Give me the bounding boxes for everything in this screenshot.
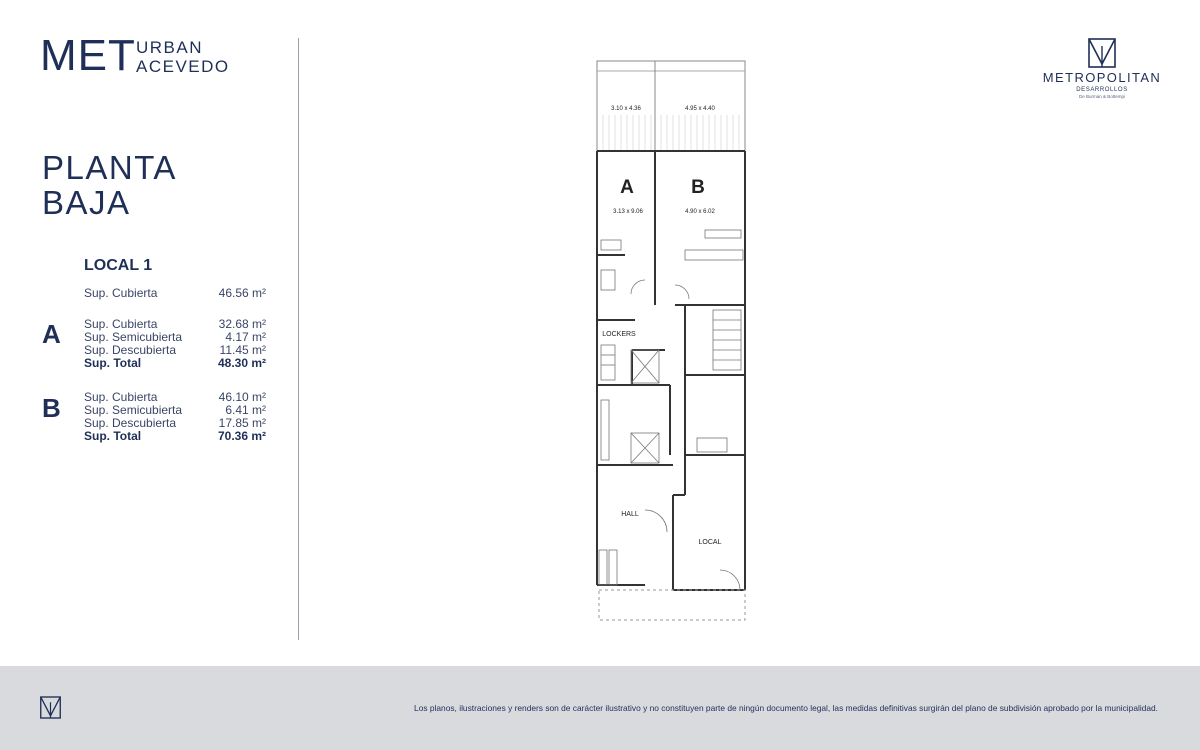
footer-disclaimer: Los planos, ilustraciones y renders son de carácter ilustrativo y no constituyen parte de ningún documento legal, las medidas definitivas surgirán del plano de subdivisión aprobado por la municipalidad. [414, 703, 1158, 713]
logo-sub: DESARROLLOS [1076, 87, 1128, 93]
vertical-divider [298, 38, 299, 640]
floor-plan [585, 55, 755, 625]
metropolitan-logo [1040, 38, 1164, 99]
lockers-label: LOCKERS [602, 331, 636, 338]
brand-subtitle [136, 38, 230, 76]
patio-b-dim: 4.95 x 4.40 [685, 106, 715, 112]
metropolitan-monogram-icon [40, 696, 61, 719]
unit-a-letter: A [42, 319, 61, 349]
metropolitan-monogram-icon [1088, 38, 1116, 68]
row-value: 70.36 m² [217, 429, 266, 443]
row-value: 32.68 m² [218, 317, 266, 331]
brand-main: MET [40, 31, 136, 80]
row-label: Sup. Cubierta [84, 317, 158, 331]
local-title: LOCAL 1 [84, 257, 153, 274]
row-label: Sup. Descubierta [84, 416, 177, 430]
unit-b-letter: B [42, 393, 61, 423]
patio-a-dim: 3.10 x 4.36 [611, 106, 641, 112]
unit-a-label: A [620, 177, 634, 198]
row-label: Sup. Semicubierta [84, 330, 183, 344]
title-line1: PLANTA [42, 149, 177, 186]
title-line2: BAJA [42, 184, 131, 221]
brand-line1: URBAN [136, 38, 204, 57]
row-value: 17.85 m² [218, 416, 266, 430]
unit-a-dim: 3.13 x 9.06 [613, 209, 643, 215]
row-label: Sup. Semicubierta [84, 403, 183, 417]
logo-name: METROPOLITAN [1042, 70, 1162, 85]
unit-b-dim: 4.90 x 6.02 [685, 209, 715, 215]
row-label: Sup. Cubierta [84, 390, 158, 404]
hall-label: HALL [621, 511, 639, 518]
footer [0, 666, 1200, 750]
row-label: Sup. Total [84, 356, 142, 370]
page-title [42, 150, 177, 220]
row-value: 4.17 m² [225, 330, 266, 344]
row-value: 11.45 m² [219, 343, 266, 357]
row-label: Sup. Cubierta [84, 286, 158, 300]
row-label: Sup. Descubierta [84, 343, 177, 357]
unit-b-label: B [691, 177, 705, 198]
row-value: 6.41 m² [225, 403, 266, 417]
logo-sub2: De Burman & Bottempi [1078, 94, 1126, 99]
row-label: Sup. Total [84, 429, 142, 443]
row-value: 48.30 m² [217, 356, 266, 370]
row-value: 46.10 m² [218, 390, 266, 404]
brand-line2: ACEVEDO [136, 57, 230, 76]
row-value: 46.56 m² [218, 286, 266, 300]
local-label: LOCAL [698, 539, 722, 546]
